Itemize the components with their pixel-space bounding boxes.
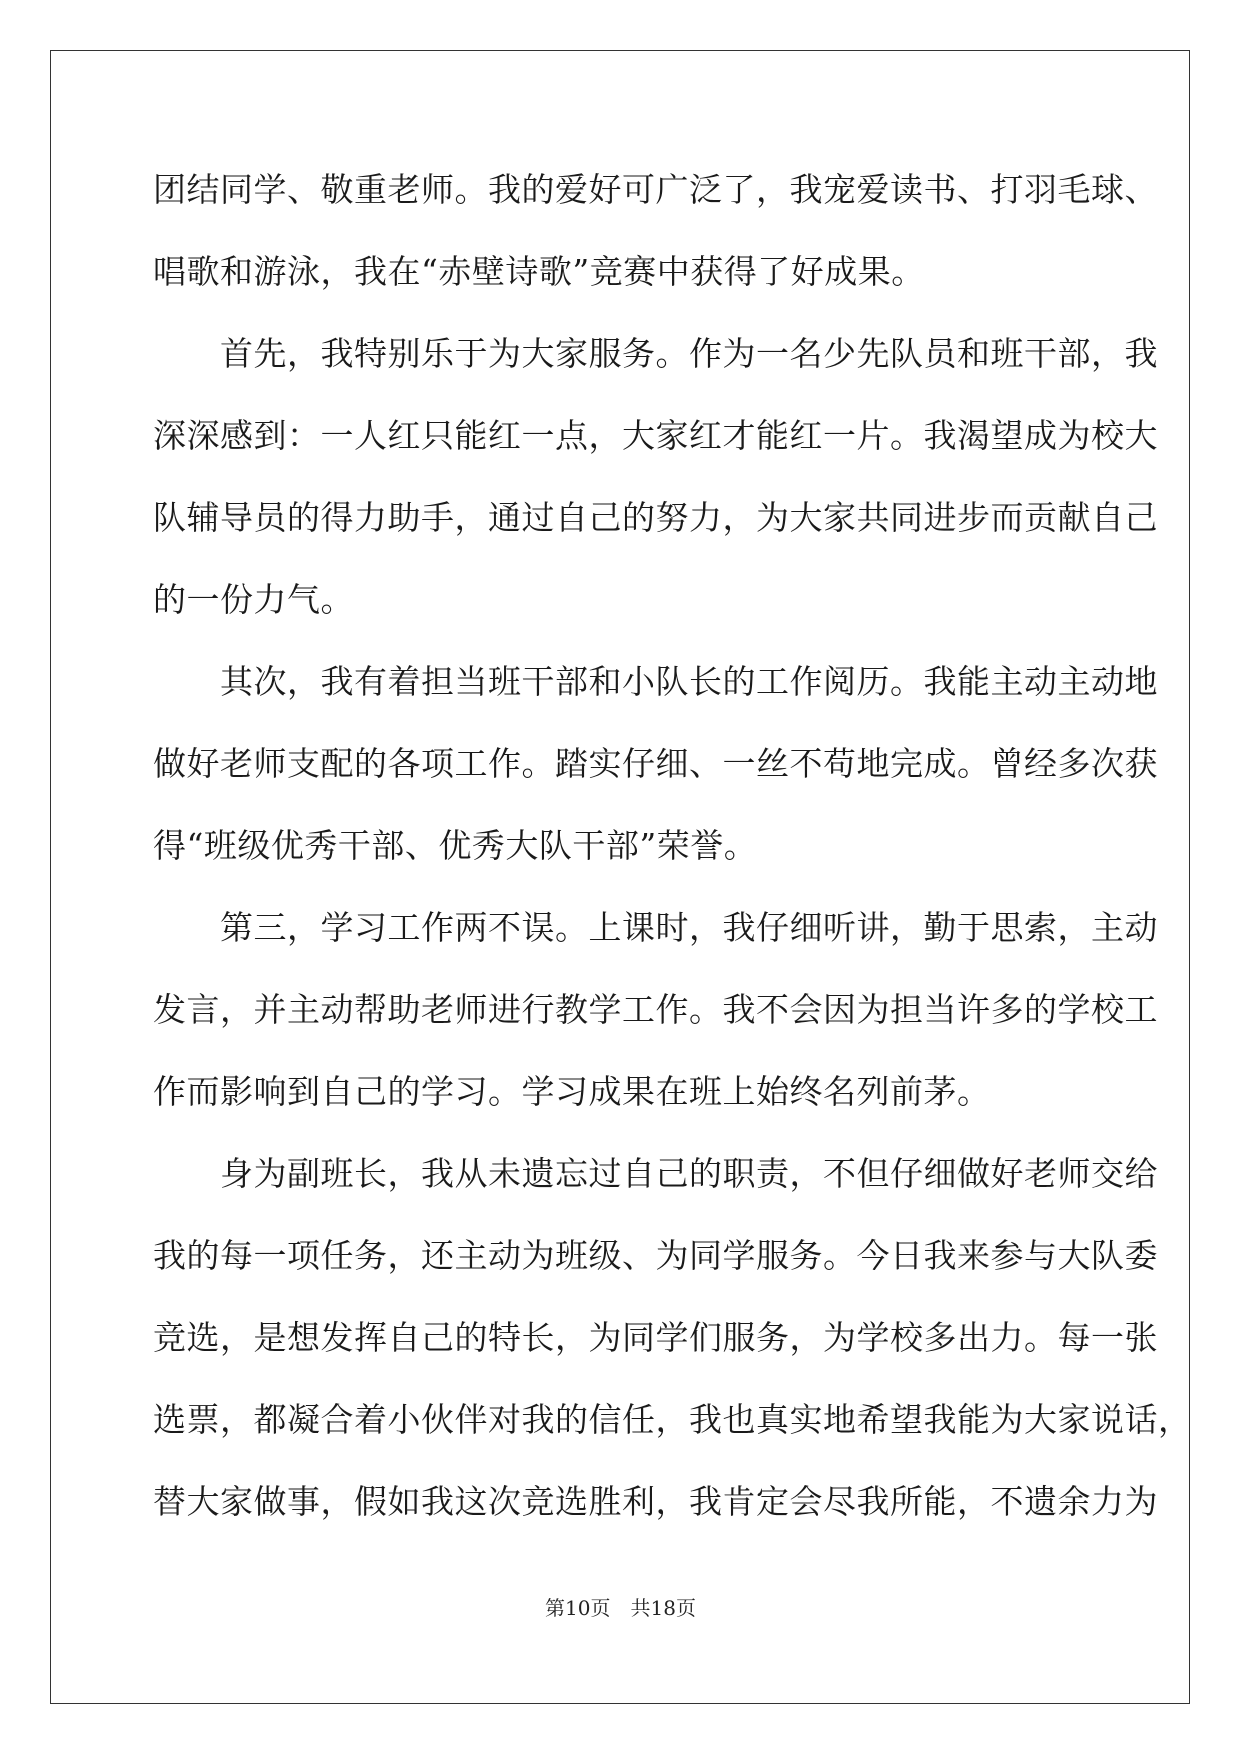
text-line: 发言，并主动帮助老师进行教学工作。我不会因为担当许多的学校工	[153, 990, 1158, 1029]
page-border	[50, 50, 1190, 1704]
page-number-current: 第10页	[545, 1596, 611, 1620]
text-line: 深深感到：一人红只能红一点，大家红才能红一片。我渴望成为校大	[153, 416, 1158, 455]
text-line: 第三，学习工作两不误。上课时，我仔细听讲，勤于思索，主动	[153, 908, 1158, 947]
text-line: 做好老师支配的各项工作。踏实仔细、一丝不苟地完成。曾经多次获	[153, 744, 1158, 783]
text-line: 替大家做事，假如我这次竞选胜利，我肯定会尽我所能，不遗余力为	[153, 1482, 1158, 1521]
text-line: 作而影响到自己的学习。学习成果在班上始终名列前茅。	[153, 1072, 991, 1111]
text-line: 的一份力气。	[153, 580, 354, 619]
text-line: 竞选，是想发挥自己的特长，为同学们服务，为学校多出力。每一张	[153, 1318, 1158, 1357]
text-line: 首先，我特别乐于为大家服务。作为一名少先队员和班干部，我	[153, 334, 1158, 373]
text-line: 我的每一项任务，还主动为班级、为同学服务。今日我来参与大队委	[153, 1236, 1158, 1275]
page-number-total: 共18页	[630, 1596, 696, 1620]
text-line: 其次，我有着担当班干部和小队长的工作阅历。我能主动主动地	[153, 662, 1158, 701]
text-line: 身为副班长，我从未遗忘过自己的职责，不但仔细做好老师交给	[153, 1154, 1158, 1193]
text-line: 唱歌和游泳，我在“赤壁诗歌”竞赛中获得了好成果。	[153, 252, 925, 291]
text-line: 得“班级优秀干部、优秀大队干部”荣誉。	[153, 826, 758, 865]
text-line: 团结同学、敬重老师。我的爱好可广泛了，我宠爱读书、打羽毛球、	[153, 170, 1158, 209]
page-footer	[0, 1596, 1241, 1620]
text-line: 队辅导员的得力助手，通过自己的努力，为大家共同进步而贡献自己	[153, 498, 1158, 537]
text-line: 选票，都凝合着小伙伴对我的信任，我也真实地希望我能为大家说话，	[153, 1400, 1192, 1439]
